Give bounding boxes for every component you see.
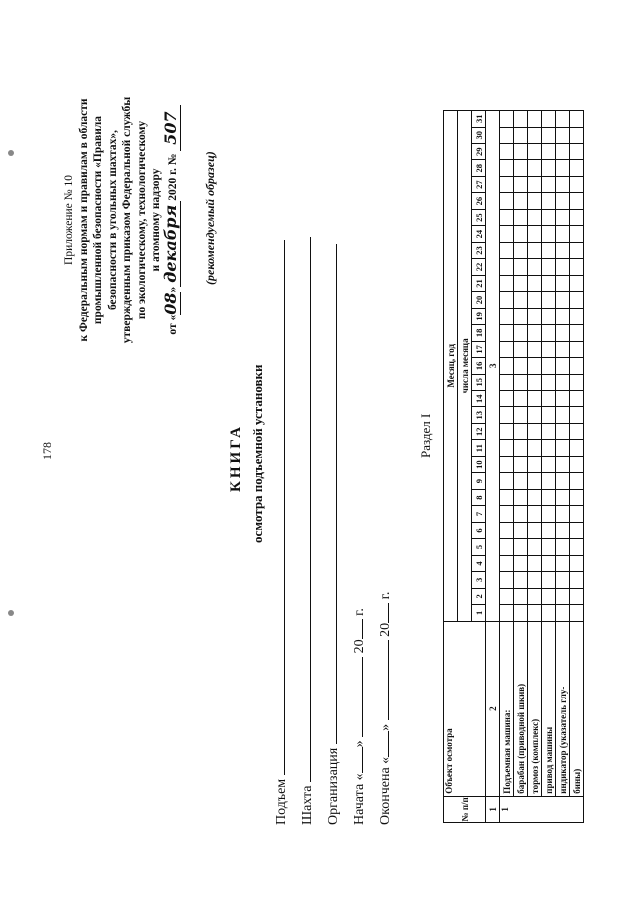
inspection-entry-cell[interactable]: [556, 144, 570, 160]
inspection-entry-cell[interactable]: [542, 308, 556, 324]
inspection-entry-cell[interactable]: [570, 341, 584, 357]
appendix-line: безопасности в угольных шахтах»,: [106, 129, 119, 311]
inspection-entry-cell[interactable]: [556, 193, 570, 209]
inspection-entry-cell[interactable]: [556, 407, 570, 423]
inspection-entry-cell[interactable]: [556, 456, 570, 472]
inspection-entry-cell[interactable]: [542, 144, 556, 160]
inspection-entry-cell[interactable]: [514, 308, 528, 324]
day-number-cell: 13: [472, 407, 486, 423]
inspection-entry-cell[interactable]: [528, 423, 542, 439]
day-number-cell: 16: [472, 358, 486, 374]
field-started: [350, 608, 368, 825]
inspection-entry-cell[interactable]: [570, 226, 584, 242]
day-number-cell: 28: [472, 160, 486, 176]
inspection-entry-cell[interactable]: [556, 358, 570, 374]
inspection-entry-cell[interactable]: [570, 473, 584, 489]
table-row: [570, 111, 584, 823]
day-number-cell: 22: [472, 259, 486, 275]
inspection-entry-cell[interactable]: [514, 473, 528, 489]
appendix-line: к Федеральным нормам и правилам в области: [77, 98, 90, 342]
inspection-entry-cell[interactable]: [528, 308, 542, 324]
day-number-cell: 24: [472, 226, 486, 242]
day-number-cell: 17: [472, 341, 486, 357]
inspection-entry-cell[interactable]: [528, 391, 542, 407]
inspection-entry-cell[interactable]: [528, 555, 542, 571]
finished-month-line[interactable]: [376, 640, 389, 720]
inspection-entry-cell[interactable]: [542, 341, 556, 357]
inspection-entry-cell[interactable]: [570, 489, 584, 505]
inspection-entry-cell[interactable]: [542, 358, 556, 374]
inspection-entry-cell[interactable]: [500, 506, 514, 522]
day-number-cell: 20: [472, 292, 486, 308]
row-object-label: привод машины: [542, 621, 556, 796]
inspection-entry-cell[interactable]: [500, 127, 514, 143]
inspection-entry-cell[interactable]: [528, 473, 542, 489]
finished-century: 20: [378, 622, 393, 637]
finished-year-suffix: г.: [378, 591, 393, 600]
inspection-entry-cell[interactable]: [528, 605, 542, 621]
inspection-entry-cell[interactable]: [542, 209, 556, 225]
inspection-entry-cell[interactable]: [542, 555, 556, 571]
inspection-entry-cell[interactable]: [570, 555, 584, 571]
day-number-cell: 30: [472, 127, 486, 143]
inspection-entry-cell[interactable]: [500, 292, 514, 308]
inspection-entry-cell[interactable]: [500, 522, 514, 538]
inspection-entry-cell[interactable]: [556, 209, 570, 225]
inspection-entry-cell[interactable]: [528, 506, 542, 522]
inspection-entry-cell[interactable]: [542, 275, 556, 291]
inspection-entry-cell[interactable]: [542, 242, 556, 258]
inspection-entry-cell[interactable]: [542, 193, 556, 209]
inspection-entry-cell[interactable]: [514, 160, 528, 176]
inspection-entry-cell[interactable]: [542, 226, 556, 242]
inspection-entry-cell[interactable]: [514, 292, 528, 308]
inspection-entry-cell[interactable]: [500, 160, 514, 176]
inspection-entry-cell[interactable]: [514, 506, 528, 522]
row-object-label: Подъемная машина:: [500, 621, 514, 796]
inspection-entry-cell[interactable]: [542, 391, 556, 407]
inspection-entry-cell[interactable]: [542, 473, 556, 489]
inspection-entry-cell[interactable]: [500, 259, 514, 275]
inspection-entry-cell[interactable]: [500, 176, 514, 192]
inspection-entry-cell[interactable]: [528, 325, 542, 341]
inspection-entry-cell[interactable]: [500, 489, 514, 505]
table-row: [542, 111, 556, 823]
day-number-cell: 12: [472, 423, 486, 439]
section-title: Раздел I: [418, 413, 433, 458]
inspection-entry-cell[interactable]: [556, 391, 570, 407]
inspection-entry-cell[interactable]: [528, 209, 542, 225]
inspection-entry-cell[interactable]: [528, 407, 542, 423]
index-cell: 1: [486, 796, 500, 822]
inspection-entry-cell[interactable]: [570, 391, 584, 407]
day-number-cell: 21: [472, 275, 486, 291]
field-lift: [272, 240, 290, 825]
date-prefix: от «: [166, 314, 179, 335]
inspection-entry-cell[interactable]: [500, 440, 514, 456]
day-number-cell: 10: [472, 456, 486, 472]
inspection-entry-cell[interactable]: [500, 423, 514, 439]
inspection-entry-cell[interactable]: [528, 275, 542, 291]
inspection-entry-cell[interactable]: [500, 555, 514, 571]
table-row: [556, 111, 570, 823]
started-century: 20: [352, 639, 367, 654]
inspection-entry-cell[interactable]: [528, 193, 542, 209]
inspection-entry-cell[interactable]: [556, 473, 570, 489]
inspection-entry-cell[interactable]: [542, 539, 556, 555]
appendix-date-line: [160, 35, 181, 405]
inspection-entry-cell[interactable]: [514, 193, 528, 209]
inspection-entry-cell[interactable]: [556, 176, 570, 192]
inspection-entry-cell[interactable]: [514, 325, 528, 341]
inspection-entry-cell[interactable]: [500, 539, 514, 555]
inspection-entry-cell[interactable]: [528, 111, 542, 128]
day-number-cell: 27: [472, 176, 486, 192]
inspection-entry-cell[interactable]: [500, 242, 514, 258]
day-number-cell: 14: [472, 391, 486, 407]
day-number-cell: 29: [472, 144, 486, 160]
inspection-entry-cell[interactable]: [556, 341, 570, 357]
day-number-cell: 5: [472, 539, 486, 555]
col-month-header: Месяц, год: [444, 111, 458, 622]
inspection-entry-cell[interactable]: [542, 605, 556, 621]
recommended-note: (рекомендуемый образец): [203, 151, 217, 285]
page-number: 178: [40, 442, 54, 460]
inspection-entry-cell[interactable]: [570, 374, 584, 390]
inspection-entry-cell[interactable]: [514, 423, 528, 439]
inspection-entry-cell[interactable]: [500, 193, 514, 209]
table-header-row: [444, 111, 458, 823]
inspection-entry-cell[interactable]: [570, 242, 584, 258]
day-number-cell: 26: [472, 193, 486, 209]
inspection-entry-cell[interactable]: [542, 522, 556, 538]
date-quote-close: »: [166, 286, 179, 293]
inspection-entry-cell[interactable]: [570, 259, 584, 275]
inspection-entry-cell[interactable]: [500, 209, 514, 225]
inspection-entry-cell[interactable]: [514, 226, 528, 242]
inspection-entry-cell[interactable]: [556, 292, 570, 308]
inspection-entry-cell[interactable]: [528, 242, 542, 258]
inspection-entry-cell[interactable]: [542, 423, 556, 439]
inspection-entry-cell[interactable]: [500, 374, 514, 390]
inspection-entry-cell[interactable]: [570, 292, 584, 308]
inspection-entry-cell[interactable]: [556, 506, 570, 522]
inspection-entry-cell[interactable]: [542, 292, 556, 308]
inspection-entry-cell[interactable]: [514, 605, 528, 621]
started-label: Начата «: [352, 773, 367, 825]
field-organization-label: Организация: [326, 747, 341, 825]
field-lift-label: Подъем: [274, 778, 289, 825]
inspection-entry-cell[interactable]: [500, 473, 514, 489]
field-mine-label: Шахта: [300, 785, 315, 825]
inspection-entry-cell[interactable]: [556, 127, 570, 143]
appendix-block: [62, 35, 180, 405]
inspection-entry-cell[interactable]: [556, 440, 570, 456]
order-number-handwritten: 507: [161, 105, 181, 150]
row-number-cell: 1: [500, 796, 584, 822]
inspection-entry-cell[interactable]: [556, 325, 570, 341]
inspection-entry-cell[interactable]: [542, 456, 556, 472]
inspection-entry-cell[interactable]: [514, 358, 528, 374]
inspection-entry-cell[interactable]: [528, 341, 542, 357]
inspection-entry-cell[interactable]: [570, 588, 584, 604]
inspection-entry-cell[interactable]: [542, 259, 556, 275]
inspection-entry-cell[interactable]: [570, 144, 584, 160]
inspection-entry-cell[interactable]: [570, 456, 584, 472]
inspection-entry-cell[interactable]: [556, 572, 570, 588]
inspection-entry-cell[interactable]: [514, 127, 528, 143]
inspection-entry-cell[interactable]: [514, 440, 528, 456]
field-mine: [298, 237, 316, 825]
inspection-entry-cell[interactable]: [500, 308, 514, 324]
inspection-entry-cell[interactable]: [542, 176, 556, 192]
inspection-entry-cell[interactable]: [570, 407, 584, 423]
inspection-entry-cell[interactable]: [556, 423, 570, 439]
inspection-entry-cell[interactable]: [514, 209, 528, 225]
date-year: 2020 г. №: [166, 153, 179, 201]
inspection-entry-cell[interactable]: [514, 144, 528, 160]
field-finished: [376, 592, 394, 825]
inspection-entry-cell[interactable]: [500, 325, 514, 341]
inspection-entry-cell[interactable]: [514, 176, 528, 192]
inspection-entry-cell[interactable]: [570, 176, 584, 192]
inspection-entry-cell[interactable]: [514, 242, 528, 258]
appendix-line: Приложение № 10: [63, 175, 75, 265]
appendix-line: утвержденным приказом Федеральной службы: [121, 96, 133, 344]
field-organization: [324, 244, 342, 825]
inspection-entry-cell[interactable]: [556, 308, 570, 324]
day-number-cell: 1: [472, 605, 486, 621]
inspection-entry-cell[interactable]: [528, 489, 542, 505]
table-index-row: [486, 111, 500, 823]
inspection-entry-cell[interactable]: [570, 193, 584, 209]
inspection-entry-cell[interactable]: [514, 259, 528, 275]
inspection-entry-cell[interactable]: [556, 588, 570, 604]
day-number-cell: 11: [472, 440, 486, 456]
inspection-entry-cell[interactable]: [570, 275, 584, 291]
inspection-entry-cell[interactable]: [514, 539, 528, 555]
started-quote: »: [352, 740, 367, 748]
row-object-label: тормоз (комплекс): [528, 621, 542, 796]
inspection-entry-cell[interactable]: [500, 341, 514, 357]
inspection-entry-cell[interactable]: [500, 391, 514, 407]
inspection-entry-cell[interactable]: [542, 407, 556, 423]
inspection-entry-cell[interactable]: [556, 226, 570, 242]
row-object-label: барабан (приводной шкив): [514, 621, 528, 796]
day-number-cell: 23: [472, 242, 486, 258]
inspection-entry-cell[interactable]: [528, 572, 542, 588]
inspection-entry-cell[interactable]: [528, 522, 542, 538]
inspection-entry-cell[interactable]: [570, 605, 584, 621]
date-day-handwritten: 08: [160, 292, 180, 315]
inspection-entry-cell[interactable]: [570, 111, 584, 128]
inspection-entry-cell[interactable]: [556, 374, 570, 390]
inspection-entry-cell[interactable]: [528, 292, 542, 308]
appendix-line: промышленной безопасности «Правила: [92, 115, 104, 325]
day-number-cell: 8: [472, 489, 486, 505]
inspection-table: [443, 110, 584, 823]
inspection-entry-cell[interactable]: [542, 325, 556, 341]
inspection-entry-cell[interactable]: [500, 111, 514, 128]
inspection-entry-cell[interactable]: [528, 374, 542, 390]
inspection-entry-cell[interactable]: [528, 259, 542, 275]
inspection-entry-cell[interactable]: [514, 374, 528, 390]
field-lift-line[interactable]: [272, 240, 285, 775]
day-number-cell: 7: [472, 506, 486, 522]
started-year-suffix: г.: [352, 608, 367, 616]
inspection-entry-cell[interactable]: [500, 226, 514, 242]
inspection-entry-cell[interactable]: [528, 144, 542, 160]
day-number-cell: 3: [472, 572, 486, 588]
inspection-entry-cell[interactable]: [528, 539, 542, 555]
started-year-line[interactable]: [350, 619, 363, 639]
inspection-entry-cell[interactable]: [556, 259, 570, 275]
table-row: [528, 111, 542, 823]
inspection-entry-cell[interactable]: [556, 522, 570, 538]
inspection-entry-cell[interactable]: [514, 111, 528, 128]
row-object-label: индикатор (указатель глу-: [556, 621, 570, 796]
inspection-entry-cell[interactable]: [514, 456, 528, 472]
inspection-entry-cell[interactable]: [500, 144, 514, 160]
finished-quote: »: [378, 723, 393, 731]
day-number-cell: 19: [472, 308, 486, 324]
day-number-cell: 31: [472, 111, 486, 128]
inspection-entry-cell[interactable]: [500, 407, 514, 423]
finished-day-line[interactable]: [376, 731, 389, 757]
day-number-cell: 9: [472, 473, 486, 489]
day-number-cell: 18: [472, 325, 486, 341]
inspection-entry-cell[interactable]: [528, 456, 542, 472]
field-organization-line[interactable]: [324, 244, 337, 744]
inspection-entry-cell[interactable]: [542, 572, 556, 588]
inspection-entry-cell[interactable]: [542, 489, 556, 505]
inspection-entry-cell[interactable]: [514, 555, 528, 571]
inspection-entry-cell[interactable]: [542, 111, 556, 128]
index-cell: 3: [486, 111, 500, 622]
date-month-handwritten: декабря: [161, 201, 181, 287]
inspection-entry-cell[interactable]: [528, 160, 542, 176]
inspection-entry-cell[interactable]: [542, 506, 556, 522]
inspection-entry-cell[interactable]: [500, 456, 514, 472]
inspection-entry-cell[interactable]: [556, 275, 570, 291]
inspection-entry-cell[interactable]: [542, 160, 556, 176]
finished-year-line[interactable]: [376, 603, 389, 623]
inspection-entry-cell[interactable]: [514, 391, 528, 407]
inspection-entry-cell[interactable]: [528, 440, 542, 456]
inspection-entry-cell[interactable]: [514, 341, 528, 357]
col-object-header: Объект осмотра: [444, 621, 486, 796]
inspection-entry-cell[interactable]: [528, 176, 542, 192]
table-row: [500, 111, 514, 823]
inspection-entry-cell[interactable]: [556, 160, 570, 176]
inspection-entry-cell[interactable]: [570, 506, 584, 522]
day-number-cell: 25: [472, 209, 486, 225]
inspection-entry-cell[interactable]: [542, 127, 556, 143]
started-day-line[interactable]: [350, 747, 363, 773]
inspection-entry-cell[interactable]: [556, 489, 570, 505]
inspection-entry-cell[interactable]: [570, 539, 584, 555]
field-mine-line[interactable]: [298, 237, 311, 782]
inspection-entry-cell[interactable]: [570, 160, 584, 176]
day-number-cell: 2: [472, 588, 486, 604]
appendix-line: и атомному надзору: [150, 168, 162, 272]
inspection-entry-cell[interactable]: [570, 358, 584, 374]
inspection-entry-cell[interactable]: [556, 111, 570, 128]
inspection-entry-cell[interactable]: [570, 209, 584, 225]
inspection-entry-cell[interactable]: [528, 226, 542, 242]
inspection-entry-cell[interactable]: [556, 242, 570, 258]
table-row: [514, 111, 528, 823]
book-title: КНИГА: [228, 424, 244, 492]
inspection-entry-cell[interactable]: [570, 325, 584, 341]
col-number-header: № п/п: [444, 796, 486, 822]
inspection-entry-cell[interactable]: [528, 127, 542, 143]
col-days-header: числа месяца: [458, 111, 472, 622]
inspection-entry-cell[interactable]: [570, 522, 584, 538]
row-object-label: бины): [570, 621, 584, 796]
inspection-entry-cell[interactable]: [514, 572, 528, 588]
inspection-entry-cell[interactable]: [570, 127, 584, 143]
index-cell: 2: [486, 621, 500, 796]
inspection-entry-cell[interactable]: [556, 555, 570, 571]
inspection-entry-cell[interactable]: [556, 539, 570, 555]
inspection-entry-cell[interactable]: [500, 358, 514, 374]
inspection-entry-cell[interactable]: [500, 588, 514, 604]
inspection-entry-cell[interactable]: [500, 275, 514, 291]
inspection-entry-cell[interactable]: [542, 440, 556, 456]
inspection-entry-cell[interactable]: [500, 572, 514, 588]
inspection-entry-cell[interactable]: [514, 588, 528, 604]
inspection-entry-cell[interactable]: [514, 489, 528, 505]
inspection-entry-cell[interactable]: [542, 588, 556, 604]
inspection-entry-cell[interactable]: [542, 374, 556, 390]
inspection-entry-cell[interactable]: [528, 588, 542, 604]
inspection-entry-cell[interactable]: [500, 605, 514, 621]
inspection-entry-cell[interactable]: [556, 605, 570, 621]
inspection-entry-cell[interactable]: [570, 572, 584, 588]
inspection-entry-cell[interactable]: [570, 440, 584, 456]
inspection-entry-cell[interactable]: [514, 522, 528, 538]
inspection-entry-cell[interactable]: [514, 275, 528, 291]
day-number-cell: 6: [472, 522, 486, 538]
inspection-entry-cell[interactable]: [570, 308, 584, 324]
inspection-entry-cell[interactable]: [570, 423, 584, 439]
finished-label: Окончена «: [378, 756, 393, 825]
day-number-cell: 15: [472, 374, 486, 390]
inspection-entry-cell[interactable]: [528, 358, 542, 374]
inspection-entry-cell[interactable]: [514, 407, 528, 423]
appendix-line: по экологическому, технологическому: [135, 120, 148, 320]
day-number-cell: 4: [472, 555, 486, 571]
started-month-line[interactable]: [350, 657, 363, 737]
book-subtitle: осмотра подъемной установки: [250, 364, 265, 543]
